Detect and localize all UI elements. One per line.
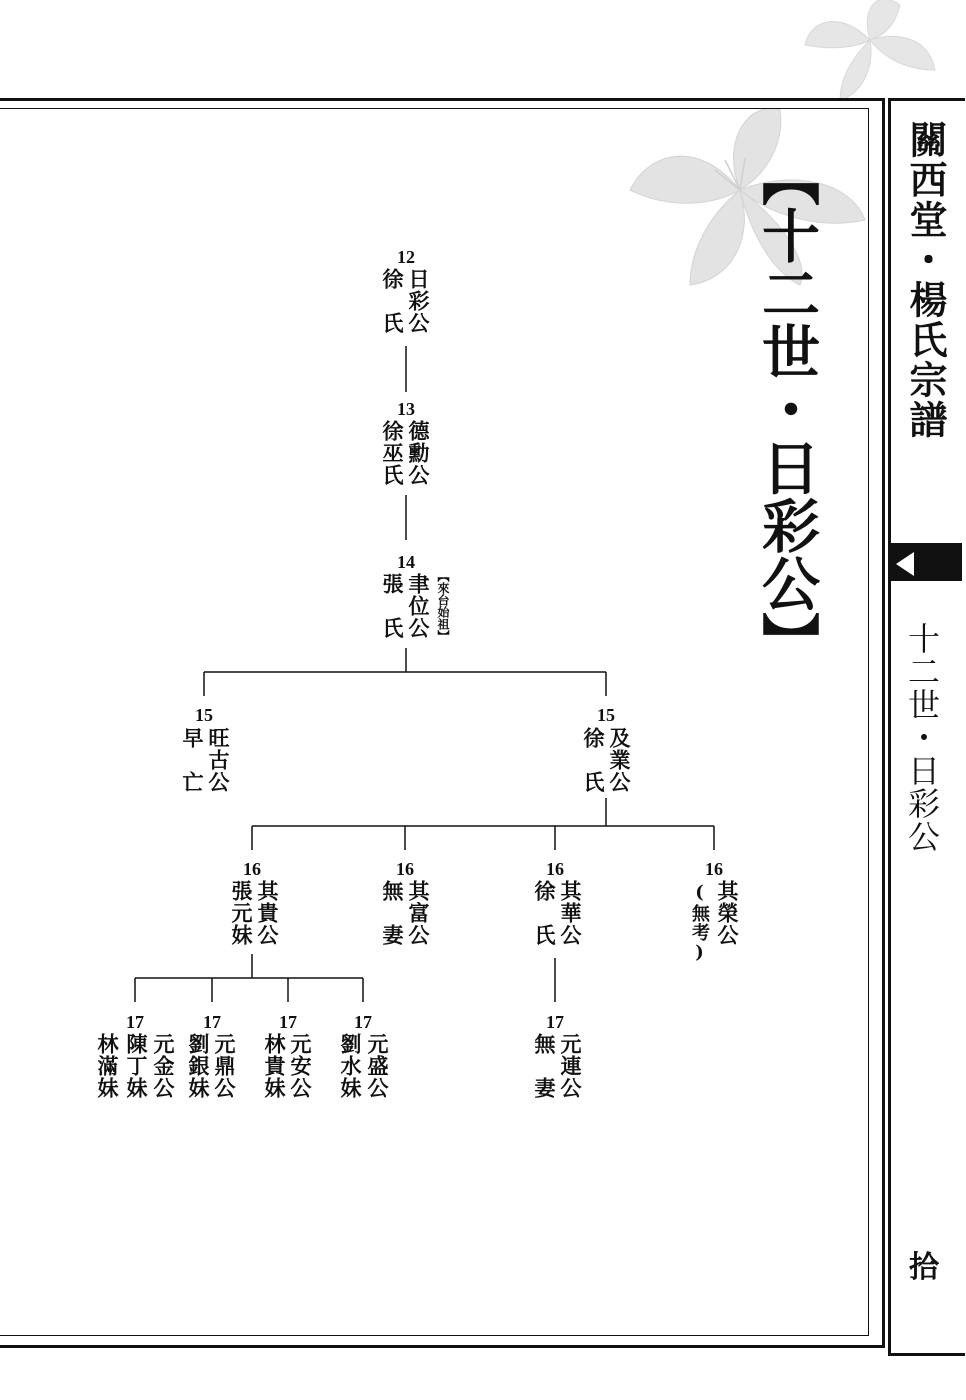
gen16c-name: 其華公	[558, 880, 583, 946]
gen16b-name: 其富公	[406, 880, 431, 946]
gen13-number: 13	[397, 399, 415, 419]
gen12-wife: 徐 氏	[380, 268, 405, 334]
gen16d-name: 其榮公	[715, 880, 740, 946]
gen17b-wife: 劉銀妹	[186, 1033, 211, 1099]
gen13-wife: 徐巫氏	[380, 420, 405, 486]
gen14-wife: 張 氏	[380, 573, 405, 639]
gen12-number: 12	[397, 247, 415, 267]
gen17e-name: 元連公	[558, 1033, 583, 1099]
main-title: 【十二世・日彩公】	[752, 148, 820, 670]
gen17c-wife: 林貴妹	[262, 1033, 287, 1099]
gen17e-number: 17	[546, 1012, 564, 1032]
gen16b-number: 16	[396, 859, 414, 879]
gen16c-number: 16	[546, 859, 564, 879]
gen17a-wife: 陳丁妹	[124, 1033, 149, 1099]
gen17e-wife: 無 妻	[532, 1033, 557, 1099]
gen12-name: 日彩公	[406, 268, 431, 334]
gen15b-name: 及業公	[607, 727, 632, 793]
gen16b-wife: 無 妻	[380, 880, 405, 946]
gen15a-name: 旺古公	[206, 727, 231, 793]
gen17b-number: 17	[203, 1012, 221, 1032]
gen15b-wife: 徐 氏	[581, 727, 606, 793]
gen14-number: 14	[397, 552, 415, 572]
gen16a-name: 其貴公	[255, 880, 280, 946]
gen15a-wife: 早 亡	[180, 727, 205, 793]
gen13-name: 德勳公	[406, 420, 431, 486]
gen17a-wife2: 林滿妹	[95, 1033, 120, 1099]
gen15a-number: 15	[195, 705, 213, 725]
gen17d-name: 元盛公	[365, 1033, 390, 1099]
gen15b-number: 15	[597, 705, 615, 725]
gen17a-name: 元金公	[151, 1033, 176, 1099]
page-number: 拾	[909, 1250, 939, 1285]
gen16d-number: 16	[705, 859, 723, 879]
gen17d-wife: 劉水妹	[338, 1033, 363, 1099]
book-title: 關西堂・楊氏宗譜	[903, 120, 948, 440]
section-title: 十二世・日彩公	[903, 622, 941, 853]
gen16a-wife: 張元妹	[229, 880, 254, 946]
gen16a-number: 16	[243, 859, 261, 879]
gen17a-number: 17	[126, 1012, 144, 1032]
gen17b-name: 元鼎公	[212, 1033, 237, 1099]
gen17d-number: 17	[354, 1012, 372, 1032]
gen17c-number: 17	[279, 1012, 297, 1032]
gen16c-wife: 徐 氏	[532, 880, 557, 946]
gen16d-wife: (無考)	[689, 882, 710, 964]
gen14-note: 【來台始祖】	[436, 570, 450, 642]
gen17c-name: 元安公	[288, 1033, 313, 1099]
gen14-name: 聿位公	[406, 573, 431, 639]
